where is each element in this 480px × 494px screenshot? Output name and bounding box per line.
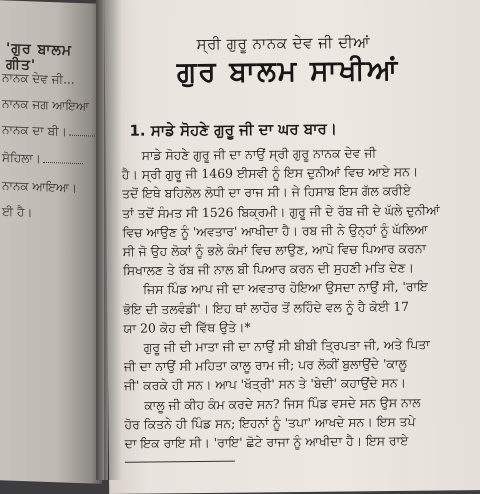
text-line: ਜਿਸ ਪਿੰਡ ਆਪ ਜੀ ਦਾ ਅਵਤਾਰ ਹੋਇਆ ਉਸਦਾ ਨਾਉਂ ਸੀ, 'ਰਾਇ <box>143 279 428 298</box>
left-line-text: ਸੋਹਿਲਾ। <box>2 150 41 166</box>
text-line: ਜੀ' ਕਰਕੇ ਹੀ ਸਨ। ਆਪ 'ਖੱਤ੍ਰੀ' ਸਨ ਤੇ 'ਬੇਦੀ' ਕਹਾਉਂਦੇ ਸਨ। <box>124 375 407 394</box>
left-page-title: 'ਗੁਰ ਬਾਲਮ ਗੀਤ' <box>6 40 72 74</box>
left-line <box>2 96 89 114</box>
left-line-text: ਨਾਨਕ ਦਾ ਬੀ। <box>2 122 67 139</box>
text-line: ਵਿਚ ਆਉਣ ਨੂੰ 'ਅਵਤਾਰ' ਆਖੀਦਾ ਹੈ। ਰਬ ਜੀ ਨੇ ਉਨ੍ਹਾਂ ਨੂੰ ਘੱਲਿਆ <box>122 221 428 240</box>
dotted-blank <box>43 162 83 164</box>
left-line-text: ਨਾਨਕ ਦੇਵ ਜੀ... <box>2 70 75 87</box>
text-line: ਤਾਂ ਤਦੋਂ ਸੰਮਤ ਸੀ 1526 ਬਿਕ੍ਰਮੀ। ਗੁਰੂ ਜੀ ਦੇ ਰੱਬ ਜੀ ਦੇ ਘੱਲੇ ਦੁਨੀਆਂ <box>122 202 440 221</box>
text-line: ਸੀ ਜੋ ਉਹ ਲੋਕਾਂ ਨੂੰ ਭਲੇ ਕੰਮਾਂ ਵਿਚ ਲਾਉਣ, ਆਪੋ ਵਿਚ ਪਿਆਰ ਕਰਨਾ <box>122 240 427 259</box>
left-line <box>2 70 75 88</box>
page-pre-title: ਸ੍ਰੀ ਗੁਰੂ ਨਾਨਕ ਦੇਵ ਜੀ ਦੀਆਂ <box>196 33 371 54</box>
left-line <box>2 150 83 168</box>
body-paragraphs <box>122 142 477 453</box>
text-line: ਕਾਲੂ ਜੀ ਕੀਹ ਕੰਮ ਕਰਦੇ ਸਨ? ਜਿਸ ਪਿੰਡ ਵਸਦੇ ਸਨ ਉਸ ਨਾਲ <box>144 394 421 413</box>
text-line: ਸਾਡੇ ਸੋਹਣੇ ਗੁਰੂ ਜੀ ਦਾ ਨਾਉਂ ਸ੍ਰੀ ਗੁਰੂ ਨਾਨਕ ਦੇਵ ਜੀ <box>141 145 377 163</box>
left-line-text: ਈ ਹੈ। <box>2 204 33 220</box>
left-page <box>0 0 102 484</box>
left-line <box>2 204 32 220</box>
text-line: ਭੋਇ ਦੀ ਤਲਵੰਡੀ'। ਇਹ ਥਾਂ ਲਾਹੌਰ ਤੋਂ ਲਹਿੰਦੇ ਵਲ ਨੂੰ ਹੈ ਕੋਈ 17 <box>123 298 410 317</box>
text-line: ਹੈ। ਸ੍ਰੀ ਗੁਰੂ ਜੀ 1469 ਈਸਵੀ ਨੂੰ ਇਸ ਦੁਨੀਆਂ ਵਿਚ ਆਏ ਸਨ। <box>121 163 419 183</box>
text-line: ਜੀ ਦਾ ਨਾਉਂ ਸੀ ਮਹਿਤਾ ਕਾਲੂ ਰਾਮ ਜੀ; ਪਰ ਲੋਕੀਂ ਬੁਲਾਉਂਦੇ 'ਕਾਲੂ <box>123 356 407 375</box>
text-line: ਸਿਖਾਲਣ ਤੇ ਰੱਬ ਜੀ ਨਾਲ ਬੀ ਪਿਆਰ ਕਰਨ ਦੀ ਸੁਹਣੀ ਮਤਿ ਦੇਣ। <box>122 259 414 279</box>
page-title: ਗੁਰ ਬਾਲਮ ਸਾਖੀਆਂ <box>176 52 400 89</box>
right-page <box>104 0 480 494</box>
left-line-text: ਨਾਨਕ ਆਇਆ। <box>2 178 78 195</box>
left-line-text: ਨਾਨਕ ਜਗ ਆਇਆ <box>2 96 89 114</box>
text-line: ਯਾ 20 ਕੋਹ ਦੀ ਵਿੱਥ ਉਤੇ।* <box>123 319 251 336</box>
text-line: ਤਦੋਂ ਇਥੇ ਬਹਿਲੋਲ ਲੋਧੀ ਦਾ ਰਾਜ ਸੀ। ਜੇ ਹਿਸਾਬ ਇਸ ਗੱਲ ਕਰੀਏ <box>122 183 411 202</box>
left-line <box>2 122 102 141</box>
footnote-rule <box>125 461 235 463</box>
section-heading: 1. ਸਾਡੇ ਸੋਹਣੇ ਗੁਰੂ ਜੀ ਦਾ ਘਰ ਬਾਰ। <box>129 119 338 140</box>
text-line: ਹੋਰ ਕਿਤਨੇ ਹੀ ਪਿੰਡ ਸਨ; ਇਹਨਾਂ ਨੂੰ 'ਤਪਾ' ਆਖਦੇ ਸਨ। ਇਸ ਤਪੇ <box>124 413 416 432</box>
text-line: ਦਾ ਇਕ ਰਾਇ ਸੀ। 'ਰਾਇ' ਛੋਟੇ ਰਾਜਾ ਨੂੰ ਆਖੀਦਾ ਹੈ। ਇਸ ਰਾਏ <box>124 432 409 451</box>
text-line: ਗੁਰੂ ਜੀ ਦੀ ਮਾਤਾ ਜੀ ਦਾ ਨਾਉਂ ਸੀ ਬੀਬੀ ਤ੍ਰਿਪਤਾ ਜੀ, ਅਤੇ ਪਿਤਾ <box>143 336 430 355</box>
left-line <box>2 178 77 196</box>
